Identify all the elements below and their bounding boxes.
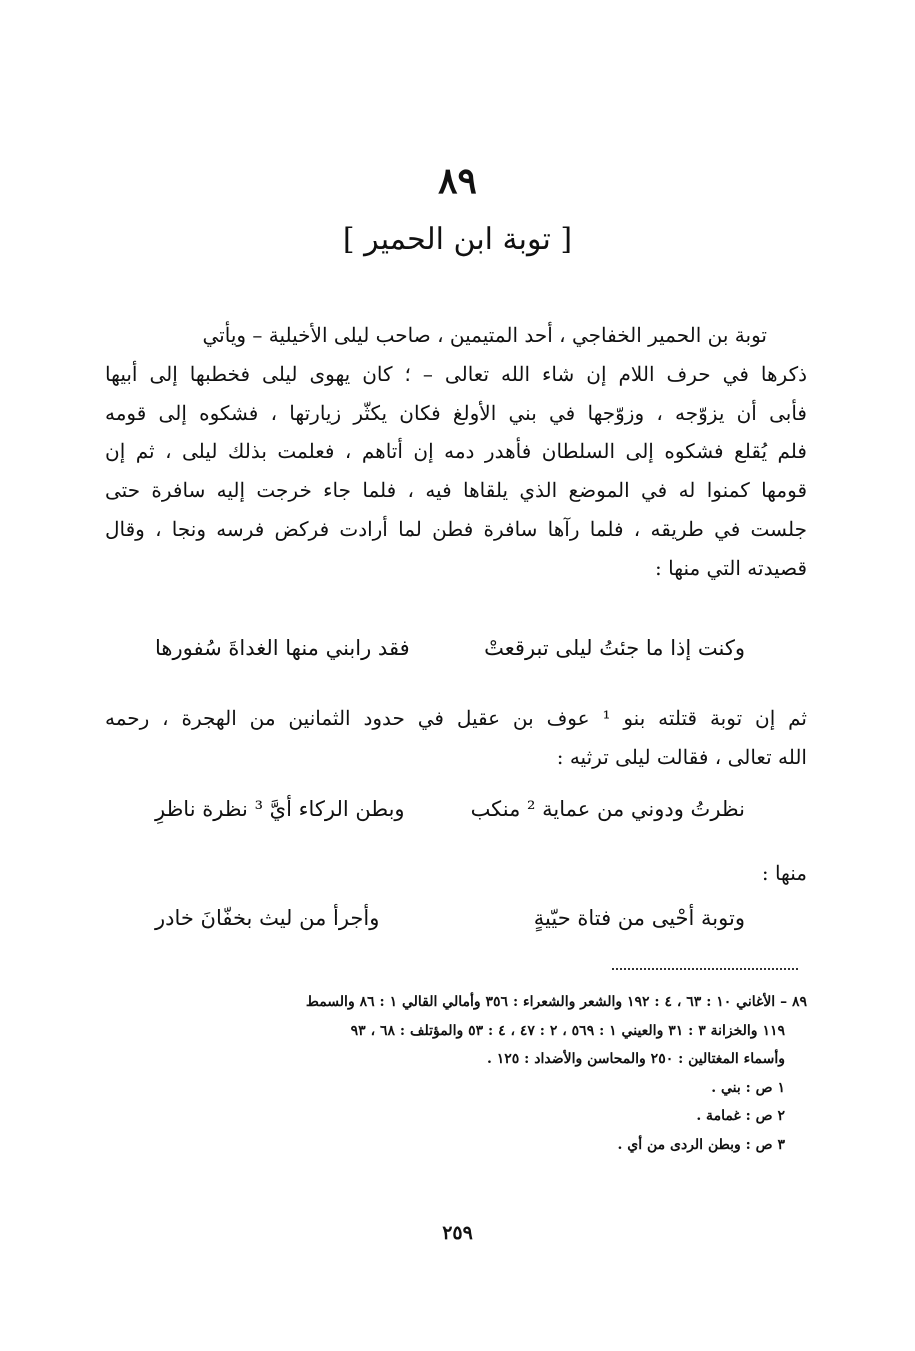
biography-paragraph (105, 316, 807, 588)
verse-second-hemistich: وبطن الركاء أيَّ ³ نظرة ناظرِ (155, 797, 405, 821)
text-line: ثم إن توبة قتلته بنو ¹ عوف بن عقيل في حدود الثمانين من الهجرة ، رحمه (105, 706, 807, 730)
footnote-item: ٢ ص : غمامة . (696, 1108, 785, 1124)
excerpt-intro (105, 854, 807, 893)
entry-title: [ توبة ابن الحمير ] (342, 222, 573, 257)
entry-number: ٨٩ (438, 160, 477, 202)
text-line: ذكرها في حرف اللام إن شاء الله تعالى – ؛ كان يهوى ليلى فخطبها إلى أبيها (105, 361, 807, 386)
text-line: جلست في طريقه ، فلما رآها سافرة فطن لما أرادت فركض فرسه ونجا ، وقال (105, 516, 807, 541)
poem-verse (155, 797, 745, 833)
poem-verse (155, 636, 745, 672)
text-line: توبة بن الحمير الخفاجي ، أحد المتيمين ، صاحب ليلى الأخيلية – ويأتي (202, 323, 767, 347)
text-line: منها : (761, 861, 807, 885)
footnote-sources: وأسماء المغتالين : ٢٥٠ والمحاسن والأضداد : ١٢٥ . (487, 1051, 785, 1067)
text-line: قصيدته التي منها : (655, 555, 807, 580)
verse-second-hemistich: وأجرأ من ليث بخفّانَ خادر (155, 906, 380, 930)
text-line: فلم يُقلع فشكوه إلى السلطان فأهدر دمه إن أتاهم ، فعلمت بذلك ليلى ، ثم إن (105, 439, 807, 464)
text-line: فأبى أن يزوّجه ، وزوّجها في بني الأولغ فكان يكثّر زيارتها ، فشكوه إلى قومه (105, 400, 807, 425)
footnote-item: ٣ ص : وبطن الردى من أي . (617, 1136, 785, 1153)
footnote-sources: ١١٩ والخزانة ٣ : ٣١ والعيني ١ : ٥٦٩ ، ٢ : ٤٧ ، ٤ : ٥٣ والمؤتلف : ٦٨ ، ٩٣ (350, 1022, 785, 1039)
verse-first-hemistich: وتوبة أحْيى من فتاة حيّيةٍ (533, 906, 745, 930)
text-line: قومها كمنوا له في الموضع الذي يلقاها فيه ، فلما جاء خرجت إليه سافرة حتى (105, 478, 807, 503)
footnote-sources: ٨٩ – الأغاني ١٠ : ٦٣ ، ٤ : ١٩٢ والشعر والشعراء : ٣٥٦ وأمالي القالي ١ : ٨٦ والسمط (305, 994, 807, 1010)
poem-verse (155, 906, 745, 942)
footnote-separator (612, 968, 798, 970)
death-paragraph (105, 699, 807, 777)
text-line: الله تعالى ، فقالت ليلى ترثيه : (556, 744, 807, 769)
page-number: ٢٥٩ (442, 1222, 473, 1244)
verse-first-hemistich: وكنت إذا ما جئتُ ليلى تبرقعتْ (484, 636, 745, 660)
verse-second-hemistich: فقد رابني منها الغداةَ سُفورها (155, 636, 410, 660)
footnotes (105, 988, 807, 1159)
verse-first-hemistich: نظرتُ ودوني من عماية ² منكب (470, 797, 745, 821)
footnote-item: ١ ص : بني . (711, 1079, 785, 1096)
